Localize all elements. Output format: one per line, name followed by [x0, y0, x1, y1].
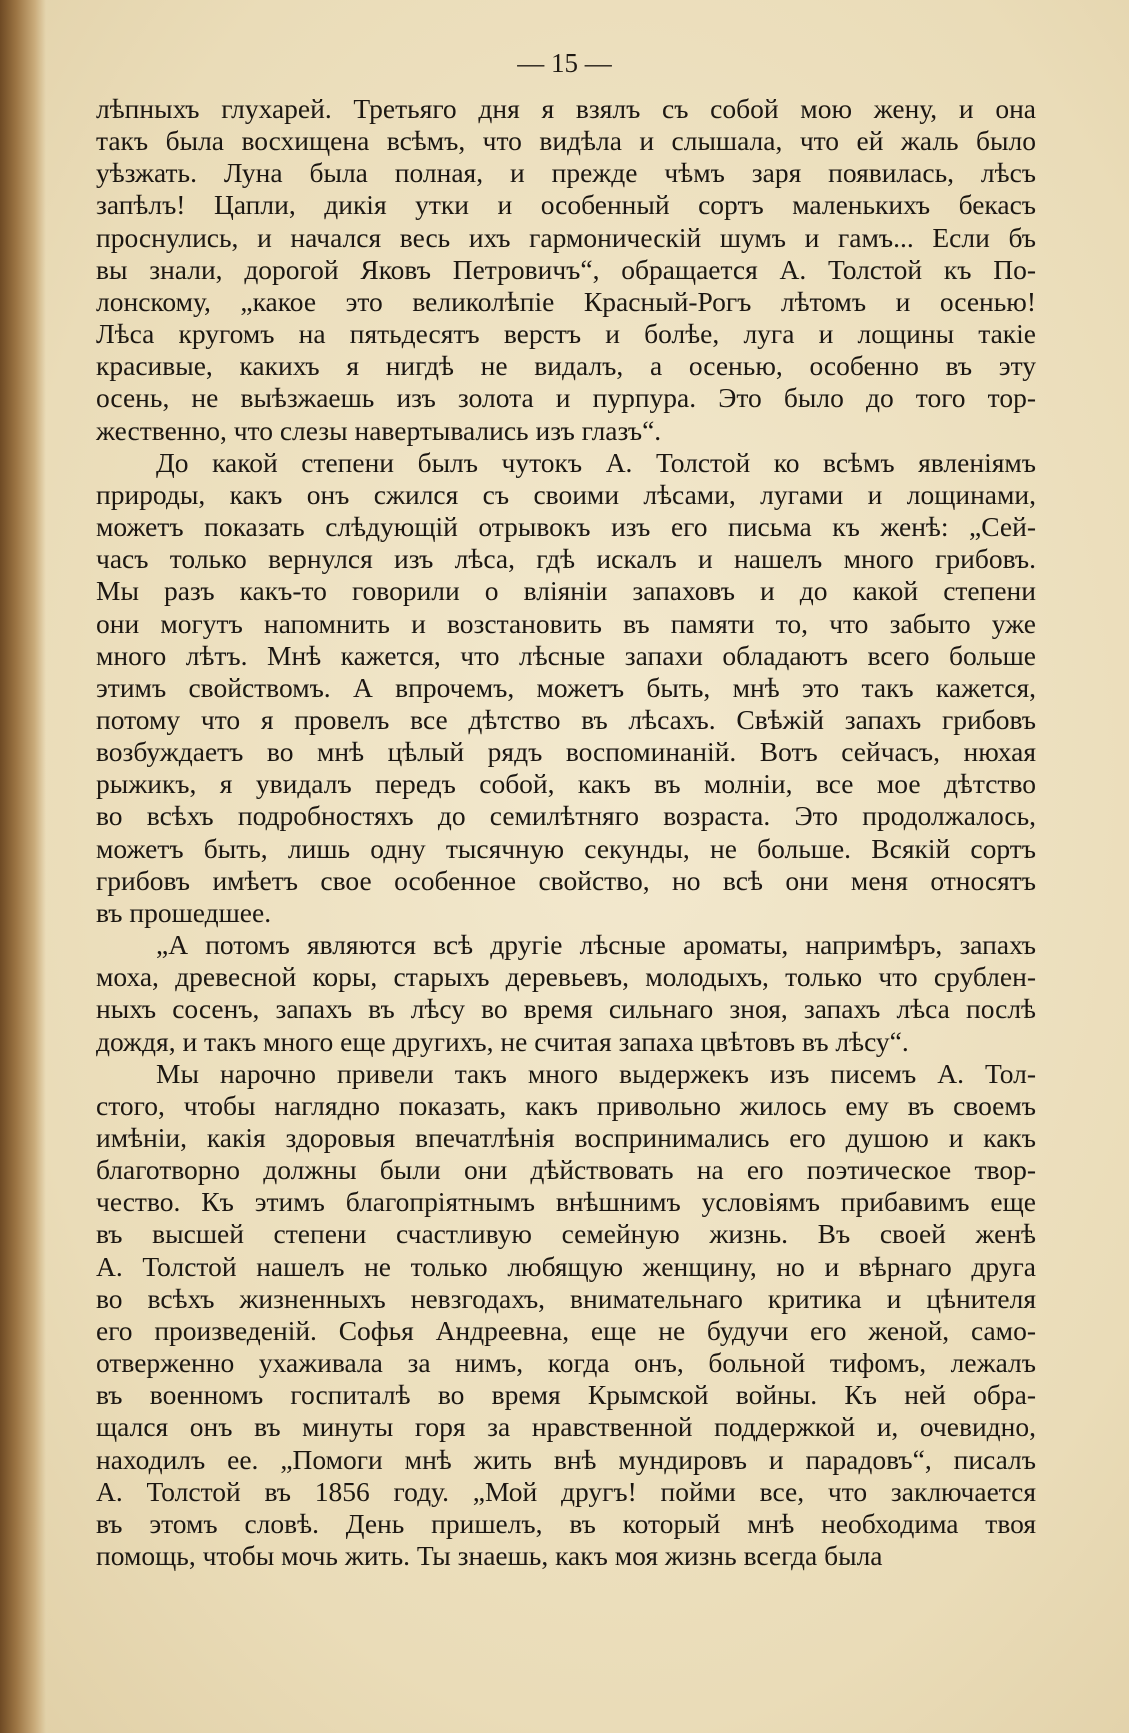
text-line: помощь, чтобы мочь жить. Ты знаешь, какъ моя жизнь всегда была	[96, 1540, 883, 1572]
text-line: въ военномъ госпиталѣ во время Крымской войны. Къ ней обра-	[96, 1379, 1036, 1411]
text-line: этимъ свойствомъ. А впрочемъ, можетъ быть, мнѣ это такъ кажется,	[96, 671, 1036, 703]
text-line: находилъ ее. „Помоги мнѣ жить внѣ мундировъ и парадовъ“, писалъ	[96, 1443, 1036, 1475]
text-line: осень, не выѣзжаешь изъ золота и пурпура. Это было до того тор-	[96, 382, 1036, 414]
book-spine-shadow	[0, 0, 46, 1733]
text-line: въ прошедшее.	[96, 896, 272, 928]
text-line: потому что я провелъ все дѣтство въ лѣсахъ. Свѣжій запахъ грибовъ	[96, 703, 1036, 735]
text-line: Лѣса кругомъ на пятьдесятъ верстъ и болѣе, луга и лощины такіе	[96, 318, 1036, 350]
text-line: чество. Къ этимъ благопріятнымъ внѣшнимъ условіямъ прибавимъ еще	[96, 1186, 1036, 1218]
text-line: имѣніи, какія здоровыя впечатлѣнія воспринимались его душою и какъ	[96, 1122, 1036, 1153]
text-line: благотворно должны были они дѣйствовать на его поэтическое твор-	[96, 1154, 1036, 1186]
paragraph	[96, 1058, 1036, 1573]
text-line: они могутъ напомнить и возстановить въ памяти то, что забыто уже	[96, 607, 1036, 639]
text-line: уѣзжать. Луна была полная, и прежде чѣмъ заря появилась, лѣсъ	[96, 157, 1036, 189]
page-number: — 15 —	[517, 48, 612, 78]
text-line: „А потомъ являются всѣ другіе лѣсные ароматы, напримѣръ, запахъ	[156, 929, 1036, 961]
text-line: въ высшей степени счастливую семейную жизнь. Въ своей женѣ	[96, 1218, 1036, 1250]
text-line: лонскому, „какое это великолѣпіе Красный-Рогъ лѣтомъ и осенью!	[96, 285, 1036, 317]
text-line: красивые, какихъ я нигдѣ не видалъ, а осенью, особенно въ эту	[96, 350, 1036, 382]
body-text	[96, 93, 1036, 1572]
text-line: стого, чтобы наглядно показать, какъ привольно жилось ему въ своемъ	[96, 1089, 1036, 1121]
text-line: ныхъ сосенъ, запахъ въ лѣсу во время сильнаго зноя, запахъ лѣса послѣ	[96, 993, 1036, 1025]
text-line: моха, древесной коры, старыхъ деревьевъ, молодыхъ, только что срублен-	[96, 961, 1036, 993]
text-line: можетъ показать слѣдующій отрывокъ изъ его письма къ женѣ: „Сей-	[96, 511, 1036, 543]
text-line: природы, какъ онъ сжился съ своими лѣсами, лугами и лощинами,	[96, 478, 1036, 510]
text-line: во всѣхъ подробностяхъ до семилѣтняго возраста. Это продолжалось,	[96, 800, 1036, 832]
text-line: запѣлъ! Цапли, дикія утки и особенный сортъ маленькихъ бекасъ	[96, 189, 1036, 221]
paragraph	[96, 447, 1036, 929]
text-line: такъ была восхищена всѣмъ, что видѣла и слышала, что ей жаль было	[96, 125, 1036, 157]
text-line: щался онъ въ минуты горя за нравственной поддержкой и, очевидно,	[96, 1411, 1036, 1443]
text-line: вы знали, дорогой Яковъ Петровичъ“, обращается А. Толстой къ По-	[96, 253, 1036, 285]
text-line: А. Толстой въ 1856 году. „Мой другъ! пойми все, что заключается	[96, 1475, 1036, 1507]
text-line: Мы разъ какъ-то говорили о вліяніи запаховъ и до какой степени	[96, 575, 1036, 607]
text-line: рыжикъ, я увидалъ передъ собой, какъ въ молніи, все мое дѣтство	[96, 768, 1036, 800]
text-line: Мы нарочно привели такъ много выдержекъ изъ писемъ А. Тол-	[156, 1057, 1036, 1089]
text-line: проснулись, и начался весь ихъ гармоническій шумъ и гамъ... Если бъ	[96, 221, 1036, 253]
text-line: лѣпныхъ глухарей. Третьяго дня я взялъ съ собой мою жену, и она	[96, 93, 1036, 124]
paragraph	[96, 93, 1036, 447]
text-line: возбуждаетъ во мнѣ цѣлый рядъ воспоминаній. Вотъ сейчасъ, нюхая	[96, 736, 1036, 768]
text-line: въ этомъ словѣ. День пришелъ, въ который мнѣ необходима твоя	[96, 1507, 1036, 1539]
text-line: отверженно ухаживала за нимъ, когда онъ, больной тифомъ, лежалъ	[96, 1347, 1036, 1379]
text-line: жественно, что слезы навертывались изъ глазъ“.	[96, 414, 662, 446]
text-line: А. Толстой нашелъ не только любящую женщину, но и вѣрнаго друга	[96, 1250, 1036, 1282]
text-line: дождя, и такъ много еще другихъ, не считая запаха цвѣтовъ въ лѣсу“.	[96, 1025, 909, 1057]
text-line: можетъ быть, лишь одну тысячную секунды, не больше. Всякій сортъ	[96, 832, 1036, 864]
text-line: часъ только вернулся изъ лѣса, гдѣ искалъ и нашелъ много грибовъ.	[96, 543, 1036, 575]
text-line: его произведеній. Софья Андреевна, еще не будучи его женой, само-	[96, 1314, 1036, 1346]
paragraph	[96, 929, 1036, 1058]
text-line: До какой степени былъ чутокъ А. Толстой ко всѣмъ явленіямъ	[156, 446, 1036, 478]
text-line: во всѣхъ жизненныхъ невзгодахъ, внимательнаго критика и цѣнителя	[96, 1282, 1036, 1314]
text-line: грибовъ имѣетъ свое особенное свойство, но всѣ они меня относятъ	[96, 864, 1036, 896]
text-line: много лѣтъ. Мнѣ кажется, что лѣсные запахи обладаютъ всего больше	[96, 639, 1036, 671]
